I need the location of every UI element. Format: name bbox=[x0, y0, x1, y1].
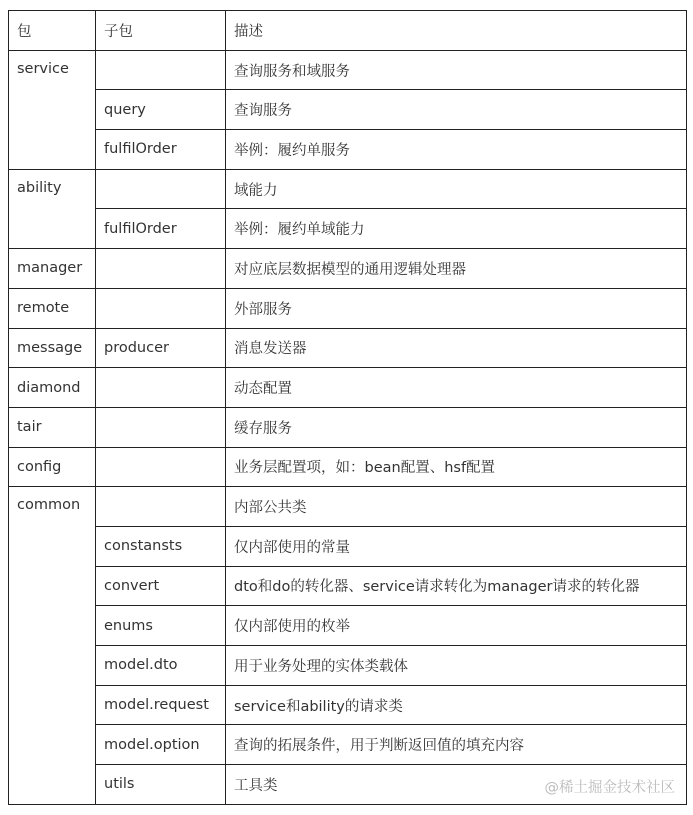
description-cell: 动态配置 bbox=[226, 368, 687, 408]
table-row bbox=[9, 130, 687, 170]
subpackage-cell: query bbox=[96, 90, 226, 130]
table-row bbox=[9, 725, 687, 765]
watermark: @稀土掘金技术社区 bbox=[544, 780, 675, 796]
table-row bbox=[9, 407, 687, 447]
package-table bbox=[8, 10, 687, 805]
description-cell: 外部服务 bbox=[226, 288, 687, 328]
subpackage-cell: constansts bbox=[96, 526, 226, 566]
table-row bbox=[9, 566, 687, 606]
description-cell: 内部公共类 bbox=[226, 487, 687, 527]
table-row bbox=[9, 288, 687, 328]
description-cell: 域能力 bbox=[226, 169, 687, 209]
table-row bbox=[9, 50, 687, 90]
subpackage-cell: fulfilOrder bbox=[96, 130, 226, 170]
subpackage-cell bbox=[96, 368, 226, 408]
description-cell: 消息发送器 bbox=[226, 328, 687, 368]
table-header-row bbox=[9, 11, 687, 51]
header-description: 描述 bbox=[226, 11, 687, 51]
description-cell: 仅内部使用的枚举 bbox=[226, 606, 687, 646]
table-row bbox=[9, 526, 687, 566]
subpackage-cell bbox=[96, 169, 226, 209]
table-row bbox=[9, 447, 687, 487]
table-row bbox=[9, 209, 687, 249]
subpackage-cell: enums bbox=[96, 606, 226, 646]
table-row bbox=[9, 249, 687, 289]
subpackage-cell: model.request bbox=[96, 685, 226, 725]
description-cell: 举例：履约单服务 bbox=[226, 130, 687, 170]
subpackage-cell: utils bbox=[96, 765, 226, 805]
subpackage-cell: model.dto bbox=[96, 646, 226, 686]
description-cell: 对应底层数据模型的通用逻辑处理器 bbox=[226, 249, 687, 289]
package-cell: ability bbox=[9, 169, 96, 248]
subpackage-cell bbox=[96, 407, 226, 447]
table-row bbox=[9, 646, 687, 686]
subpackage-cell: model.option bbox=[96, 725, 226, 765]
subpackage-cell bbox=[96, 50, 226, 90]
description-cell: 查询服务和域服务 bbox=[226, 50, 687, 90]
table-row bbox=[9, 606, 687, 646]
subpackage-cell bbox=[96, 487, 226, 527]
package-cell: config bbox=[9, 447, 96, 487]
table-row bbox=[9, 90, 687, 130]
description-cell: 缓存服务 bbox=[226, 407, 687, 447]
package-cell: manager bbox=[9, 249, 96, 289]
description-cell: 查询服务 bbox=[226, 90, 687, 130]
table-row bbox=[9, 169, 687, 209]
package-cell: tair bbox=[9, 407, 96, 447]
description-cell: 举例：履约单域能力 bbox=[226, 209, 687, 249]
subpackage-cell bbox=[96, 288, 226, 328]
description-cell: 业务层配置项，如：bean配置、hsf配置 bbox=[226, 447, 687, 487]
package-cell: message bbox=[9, 328, 96, 368]
description-cell: dto和do的转化器、service请求转化为manager请求的转化器 bbox=[226, 566, 687, 606]
description-cell: 用于业务处理的实体类载体 bbox=[226, 646, 687, 686]
table-row bbox=[9, 328, 687, 368]
subpackage-cell: fulfilOrder bbox=[96, 209, 226, 249]
subpackage-cell: convert bbox=[96, 566, 226, 606]
description-cell: 仅内部使用的常量 bbox=[226, 526, 687, 566]
subpackage-cell bbox=[96, 249, 226, 289]
header-subpackage: 子包 bbox=[96, 11, 226, 51]
table-row bbox=[9, 368, 687, 408]
package-cell: service bbox=[9, 50, 96, 169]
subpackage-cell bbox=[96, 447, 226, 487]
subpackage-cell: producer bbox=[96, 328, 226, 368]
table-row bbox=[9, 685, 687, 725]
description-cell: 工具类 bbox=[226, 765, 687, 805]
table-row bbox=[9, 487, 687, 527]
package-cell: remote bbox=[9, 288, 96, 328]
description-cell: 查询的拓展条件，用于判断返回值的填充内容 bbox=[226, 725, 687, 765]
package-cell: diamond bbox=[9, 368, 96, 408]
package-cell: common bbox=[9, 487, 96, 805]
description-cell: service和ability的请求类 bbox=[226, 685, 687, 725]
header-package: 包 bbox=[9, 11, 96, 51]
